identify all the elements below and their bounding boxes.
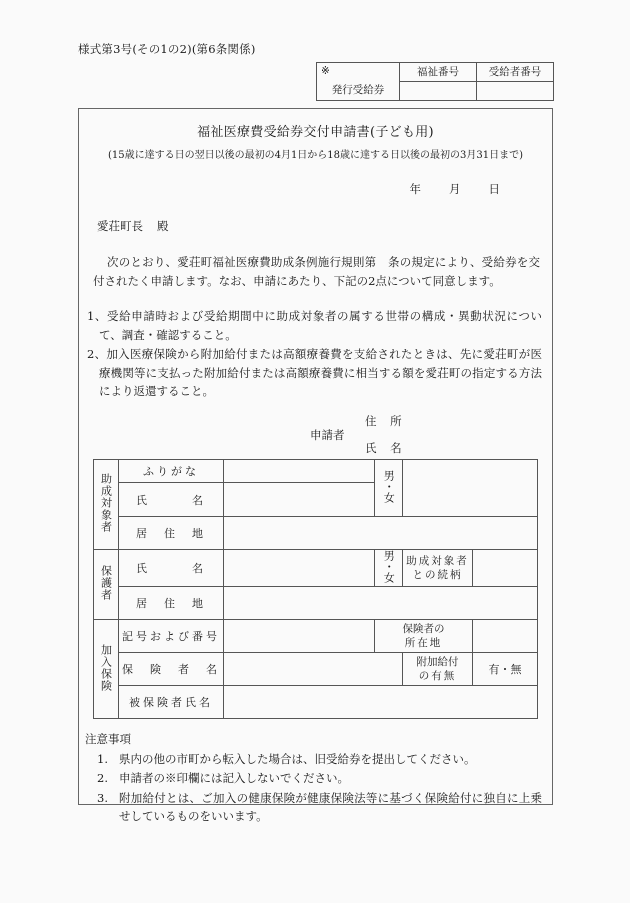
note-item xyxy=(85,769,542,787)
note-number: 3. xyxy=(97,790,108,805)
value-furigana[interactable] xyxy=(224,460,375,483)
form-number: 様式第3号(その1の2)(第6条関係) xyxy=(78,42,256,56)
note-text: 県内の他の市町から転入した場合は、旧受給券を提出してください。 xyxy=(119,752,476,767)
page-title: 福祉医療費受給券交付申請書(子ども用) xyxy=(197,125,434,140)
note-item xyxy=(85,750,542,768)
label-insurance-symbol-number: 記号および番号 xyxy=(119,620,224,653)
consent-item-1: 1、受給申請時および受給期間中に助成対象者の属する世帯の構成・異動状況について、調査・確認すること。 xyxy=(87,308,542,342)
label-furigana: ふりがな xyxy=(119,460,224,483)
body-paragraph: 次のとおり、愛荘町福祉医療費助成条例施行規則第 条の規定により、受給券を交付されたく申請します。なお、申請にあたり、下記の2点について同意します。 xyxy=(93,255,540,288)
gender-guardian[interactable]: 男・女 xyxy=(375,550,403,587)
date-year-label[interactable]: 年 xyxy=(409,182,421,196)
notes-title: 注意事項 xyxy=(85,732,131,747)
value-name-beneficiary[interactable] xyxy=(224,483,375,517)
gender-beneficiary[interactable]: 男・女 xyxy=(375,460,403,517)
value-residence-beneficiary[interactable] xyxy=(224,517,538,550)
value-insurer-location[interactable] xyxy=(473,620,538,653)
form-frame xyxy=(78,108,553,824)
page-subtitle: (15歳に達する日の翌日以後の最初の4月1日から18歳に達する日以後の最初の3月31日まで) xyxy=(107,150,524,161)
label-insured-person-name: 被保険者氏名 xyxy=(119,686,224,719)
section-label-insurance: 加入保険 xyxy=(94,620,119,719)
value-relation-to-beneficiary[interactable] xyxy=(473,550,538,587)
issue-receipt-label: 発行受給券 xyxy=(331,84,385,96)
note-text: 申請者の※印欄には記入しないでください。 xyxy=(119,771,349,786)
value-insurer-name[interactable] xyxy=(224,653,403,686)
date-month-label[interactable]: 月 xyxy=(449,182,461,196)
value-additional-benefit[interactable]: 有・無 xyxy=(473,653,538,686)
section-label-guardian: 保護者 xyxy=(94,550,119,620)
date-line xyxy=(79,181,552,197)
consent-list xyxy=(79,307,552,401)
note-number: 2. xyxy=(97,771,108,786)
note-text: 附加給付とは、ご加入の健康保険が健康保険法等に基づく保険給付に独自に上乗せしているものをいいます。 xyxy=(119,790,542,824)
applicant-block xyxy=(79,413,552,459)
addressee-name: 愛荘町長 xyxy=(97,219,143,233)
label-residence-guardian: 居 住 地 xyxy=(119,587,224,620)
recipient-number-value[interactable] xyxy=(477,82,554,101)
consent-item-2: 2、加入医療保険から附加給付または高額療養費を支給されたときは、先に愛荘町が医療機関等に支払った附加給付または高額療養費に相当する額を愛荘町の指定する方法により返還すること。 xyxy=(87,347,542,399)
applicant-address-label: 住 所 xyxy=(365,414,407,429)
note-item xyxy=(85,789,542,826)
label-additional-benefit: 附加給付 の有無 xyxy=(403,653,473,686)
label-residence-beneficiary: 居 住 地 xyxy=(119,517,224,550)
note-number: 1. xyxy=(97,752,108,767)
welfare-number-header: 福祉番号 xyxy=(400,63,477,82)
date-day-label[interactable]: 日 xyxy=(488,182,500,196)
label-name-beneficiary: 氏 名 xyxy=(119,483,224,517)
value-insured-person-name[interactable] xyxy=(224,686,538,719)
value-insurance-symbol-number[interactable] xyxy=(224,620,375,653)
welfare-number-value[interactable] xyxy=(400,82,477,101)
asterisk-mark-icon: ※ xyxy=(321,65,330,77)
addressee-honorific: 殿 xyxy=(157,219,169,233)
issue-receipt-cell xyxy=(317,63,400,101)
applicant-name-label: 氏 名 xyxy=(365,441,407,456)
applicant-label: 申請者 xyxy=(310,428,345,443)
issue-receipt-table xyxy=(316,62,554,101)
label-relation-to-beneficiary: 助成対象者 との続柄 xyxy=(403,550,473,587)
label-insurer-location: 保険者の 所在地 xyxy=(375,620,473,653)
addressee xyxy=(79,218,552,234)
label-insurer-name: 保 険 者 名 xyxy=(119,653,224,686)
value-name-guardian[interactable] xyxy=(224,550,375,587)
recipient-number-header: 受給者番号 xyxy=(477,63,554,82)
label-name-guardian: 氏 名 xyxy=(119,550,224,587)
section-label-beneficiary: 助成対象者 xyxy=(94,460,119,550)
value-residence-guardian[interactable] xyxy=(224,587,538,620)
applicant-details-table xyxy=(93,459,538,719)
notes-section xyxy=(79,731,552,826)
value-gender-extra-beneficiary[interactable] xyxy=(403,460,538,517)
